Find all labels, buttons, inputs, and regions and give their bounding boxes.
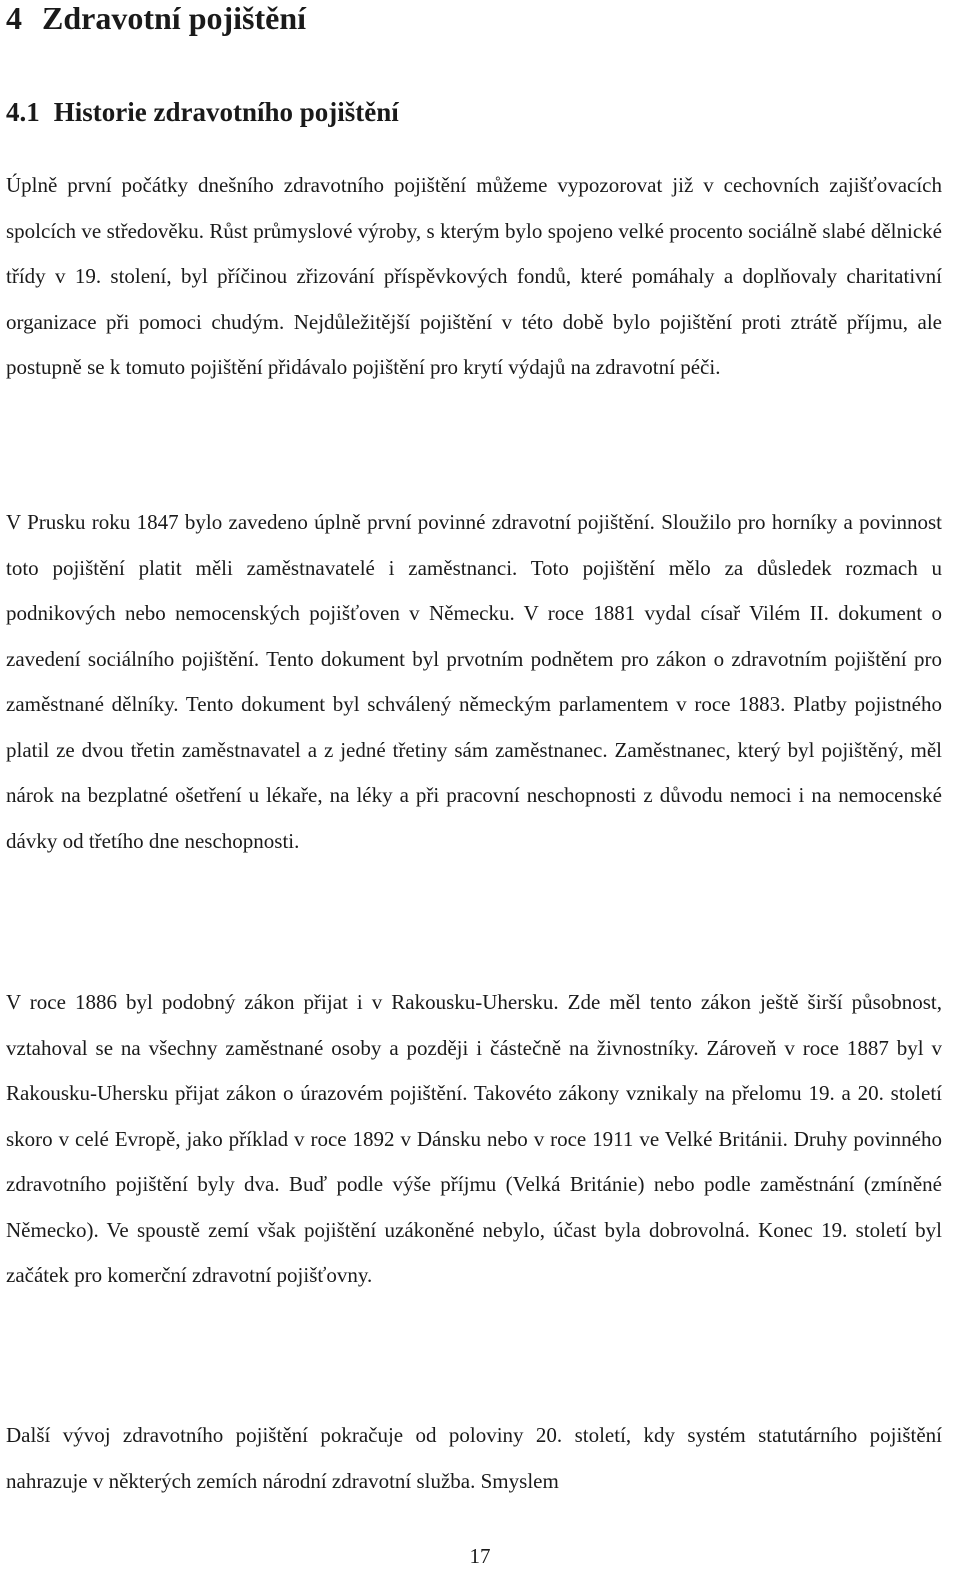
paragraph-4: Další vývoj zdravotního pojištění pokračuje od poloviny 20. století, kdy systém statutárního pojištění nahrazuje v některých zemích národní zdravotní služba. Smyslem (6, 1423, 942, 1493)
paragraph-2: V Prusku roku 1847 bylo zavedeno úplně první povinné zdravotní pojištění. Sloužilo pro horníky a povinnost toto pojištění platit měli zaměstnavatelé i zaměstnanci. Toto pojištění mělo za důsledek rozmach u podnikových nebo nemocenských pojišťoven v Německu. V roce 1881 vydal císař Vilém II. dokument o zavedení sociálního pojištění. Tento dokument byl prvotním podnětem pro zákon o zdravotním pojištění pro zaměstnané dělníky. Tento dokument byl schválený německým parlamentem v roce 1883. Platby pojistného platil ze dvou třetin zaměstnavatel a z jedné třetiny sám zaměstnanec. Zaměstnanec, který byl pojištěný, měl nárok na bezplatné ošetření u lékaře, na léky a při pracovní neschopnosti z důvodu nemoci i na nemocenské dávky od třetího dne neschopnosti. (6, 510, 942, 853)
page-number: 17 (469, 1544, 491, 1568)
paragraph-1: Úplně první počátky dnešního zdravotního pojištění můžeme vypozorovat již v cechovních zajišťovacích spolcích ve středověku. Růst průmyslové výroby, s kterým bylo spojeno velké procento sociálně slabé dělnické třídy v 19. stolení, byl příčinou zřizování příspěvkových fondů, které pomáhaly a doplňovaly charitativní organizace při pomoci chudým. Nejdůležitější pojištění v této době bylo pojištění proti ztrátě příjmu, ale postupně se k tomuto pojištění přidávalo pojištění pro krytí výdajů na zdravotní péči. (6, 173, 942, 379)
chapter-number: 4 (6, 0, 22, 36)
section-heading (6, 94, 399, 130)
chapter-title: Zdravotní pojištění (42, 0, 307, 36)
section-title: Historie zdravotního pojištění (53, 97, 399, 127)
section-number: 4.1 (6, 97, 40, 127)
paragraph-3: V roce 1886 byl podobný zákon přijat i v Rakousku-Uhersku. Zde měl tento zákon ještě širší působnost, vztahoval se na všechny zaměstnané osoby a později i částečně na živnostníky. Zároveň v roce 1887 byl v Rakousku-Uhersku přijat zákon o úrazovém pojištění. Takovéto zákony vznikaly na přelomu 19. a 20. století skoro v celé Evropě, jako příklad v roce 1892 v Dánsku nebo v roce 1911 ve Velké Británii. Druhy povinného zdravotního pojištění byly dva. Buď podle výše příjmu (Velká Británie) nebo podle zaměstnání (zmíněné Německo). Ve spoustě zemí však pojištění uzákoněné nebylo, účast byla dobrovolná. Konec 19. století byl začátek pro komerční zdravotní pojišťovny. (6, 990, 942, 1287)
chapter-heading (6, 0, 306, 38)
